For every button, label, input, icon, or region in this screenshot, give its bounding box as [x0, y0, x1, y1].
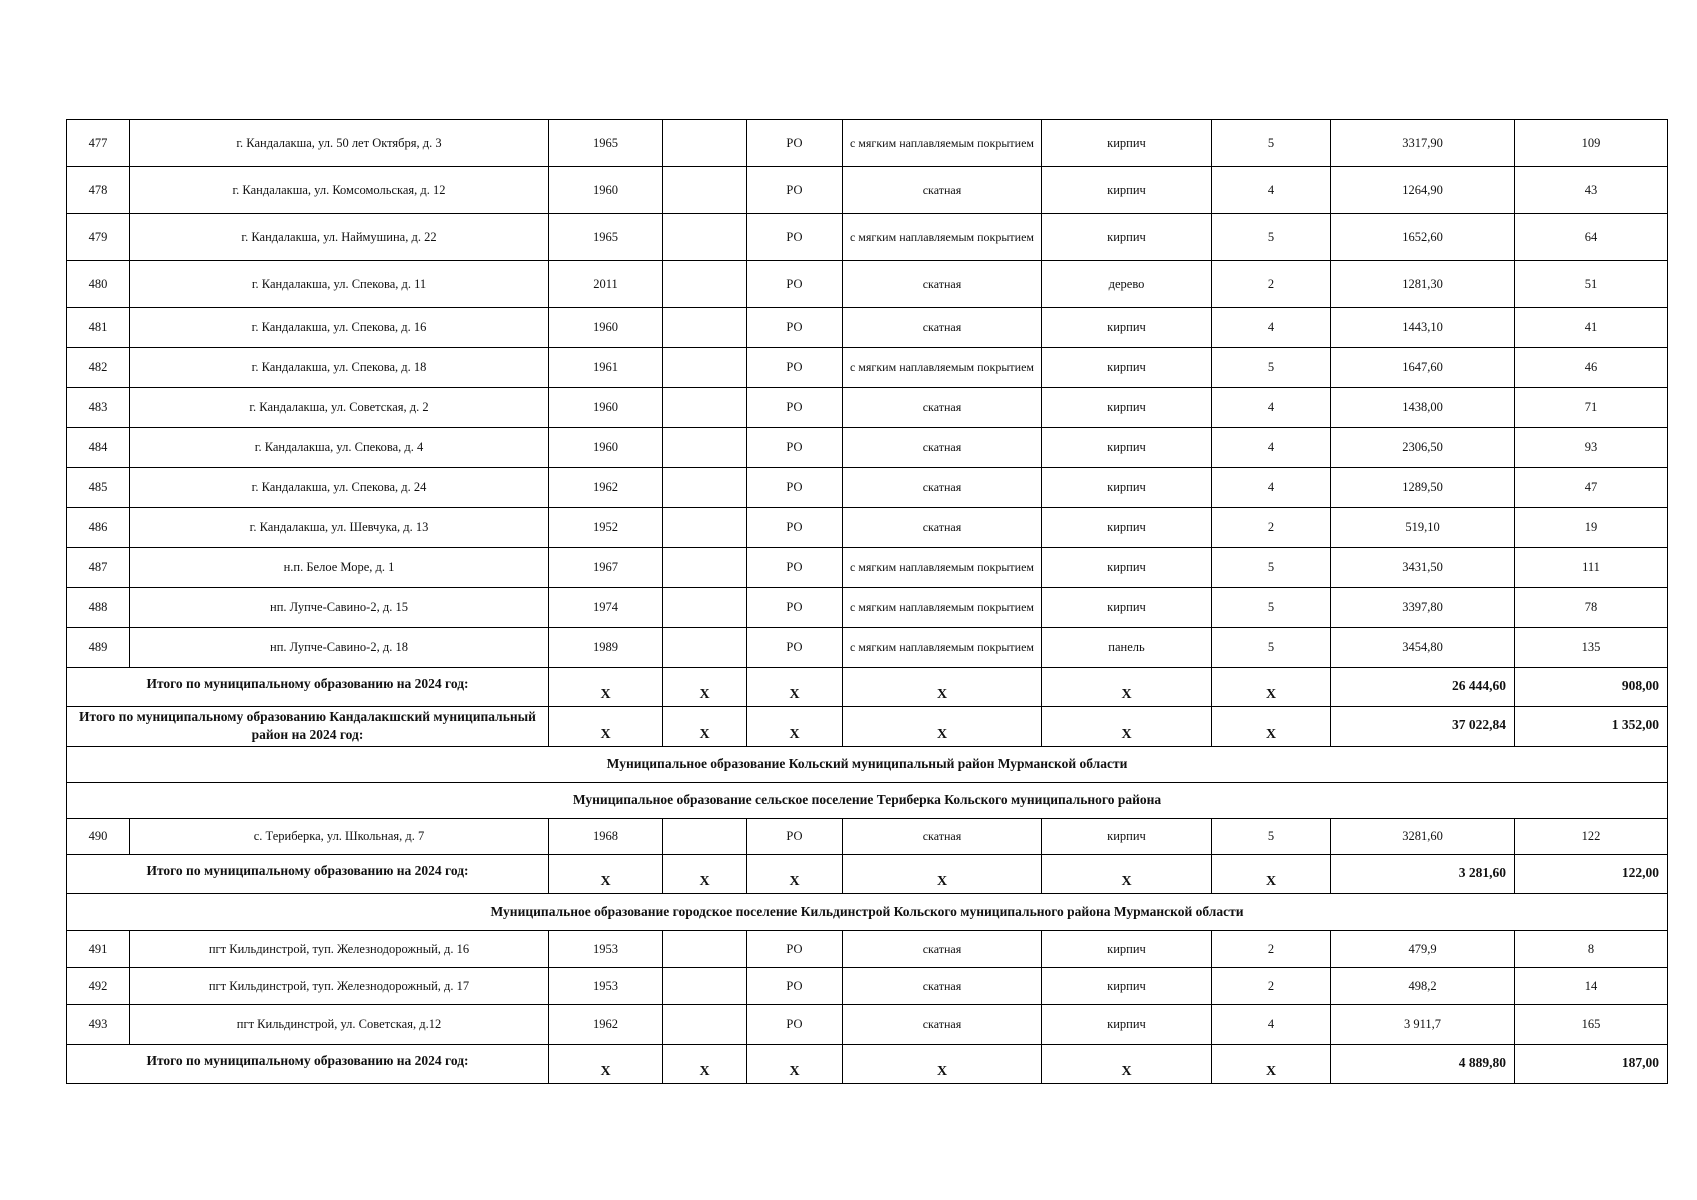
cell-fund: РО: [747, 348, 843, 388]
cell-year: 1967: [549, 548, 663, 588]
cell-people: 71: [1515, 388, 1668, 428]
cell-people: 47: [1515, 468, 1668, 508]
cell-area: 498,2: [1331, 968, 1515, 1005]
cell-roof: скатная: [843, 388, 1042, 428]
total-area: 37 022,84: [1331, 707, 1515, 747]
cell-number: 489: [67, 628, 130, 668]
cell-number: 484: [67, 428, 130, 468]
cell-people: 8: [1515, 931, 1668, 968]
cell-x-mark: X: [1212, 707, 1331, 747]
cell-floors: 4: [1212, 468, 1331, 508]
cell-x-mark: X: [663, 1045, 747, 1084]
cell-area: 1647,60: [1331, 348, 1515, 388]
cell-people: 111: [1515, 548, 1668, 588]
total-label: Итого по муниципальному образованию на 2024 год:: [67, 668, 549, 707]
cell-x-mark: X: [1212, 668, 1331, 707]
section-heading-row: [67, 783, 1668, 819]
total-area: 4 889,80: [1331, 1045, 1515, 1084]
cell-x-mark: X: [1042, 707, 1212, 747]
cell-roof: скатная: [843, 468, 1042, 508]
cell-wall: кирпич: [1042, 508, 1212, 548]
total-people: 187,00: [1515, 1045, 1668, 1084]
cell-floors: 5: [1212, 348, 1331, 388]
cell-number: 482: [67, 348, 130, 388]
cell-people: 51: [1515, 261, 1668, 308]
cell-roof: скатная: [843, 1005, 1042, 1045]
cell-empty: [663, 120, 747, 167]
cell-wall: кирпич: [1042, 548, 1212, 588]
cell-x-mark: X: [747, 1045, 843, 1084]
cell-area: 3317,90: [1331, 120, 1515, 167]
total-label: Итого по муниципальному образованию на 2024 год:: [67, 1045, 549, 1084]
cell-x-mark: X: [1042, 1045, 1212, 1084]
cell-fund: РО: [747, 548, 843, 588]
cell-floors: 2: [1212, 508, 1331, 548]
cell-number: 477: [67, 120, 130, 167]
cell-roof: с мягким наплавляемым покрытием: [843, 120, 1042, 167]
cell-year: 1960: [549, 428, 663, 468]
table-row: [67, 428, 1668, 468]
cell-year: 1974: [549, 588, 663, 628]
cell-fund: РО: [747, 968, 843, 1005]
cell-address: пгт Кильдинстрой, туп. Железнодорожный, д. 16: [130, 931, 549, 968]
cell-year: 1960: [549, 167, 663, 214]
cell-people: 41: [1515, 308, 1668, 348]
table-row: [67, 588, 1668, 628]
table-row: [67, 167, 1668, 214]
cell-year: 1989: [549, 628, 663, 668]
table-row: [67, 1005, 1668, 1045]
cell-floors: 5: [1212, 214, 1331, 261]
cell-empty: [663, 428, 747, 468]
cell-floors: 4: [1212, 428, 1331, 468]
cell-people: 78: [1515, 588, 1668, 628]
table-row: [67, 548, 1668, 588]
cell-roof: с мягким наплавляемым покрытием: [843, 588, 1042, 628]
cell-floors: 5: [1212, 588, 1331, 628]
cell-wall: дерево: [1042, 261, 1212, 308]
cell-x-mark: X: [549, 707, 663, 747]
cell-year: 2011: [549, 261, 663, 308]
cell-roof: скатная: [843, 261, 1042, 308]
table-row: [67, 931, 1668, 968]
table-row: [67, 261, 1668, 308]
cell-x-mark: X: [663, 668, 747, 707]
cell-address: г. Кандалакша, ул. Спекова, д. 18: [130, 348, 549, 388]
cell-address: г. Кандалакша, ул. 50 лет Октября, д. 3: [130, 120, 549, 167]
cell-floors: 5: [1212, 819, 1331, 855]
table-row: [67, 214, 1668, 261]
cell-wall: кирпич: [1042, 968, 1212, 1005]
cell-fund: РО: [747, 428, 843, 468]
cell-x-mark: X: [747, 707, 843, 747]
cell-number: 485: [67, 468, 130, 508]
cell-floors: 4: [1212, 167, 1331, 214]
cell-year: 1961: [549, 348, 663, 388]
cell-people: 64: [1515, 214, 1668, 261]
total-people: 1 352,00: [1515, 707, 1668, 747]
cell-floors: 2: [1212, 261, 1331, 308]
cell-x-mark: X: [663, 855, 747, 894]
total-area: 3 281,60: [1331, 855, 1515, 894]
cell-fund: РО: [747, 167, 843, 214]
cell-empty: [663, 468, 747, 508]
cell-empty: [663, 588, 747, 628]
table-row: [67, 348, 1668, 388]
cell-year: 1953: [549, 931, 663, 968]
cell-empty: [663, 261, 747, 308]
cell-address: пгт Кильдинстрой, туп. Железнодорожный, д. 17: [130, 968, 549, 1005]
cell-x-mark: X: [1042, 855, 1212, 894]
cell-empty: [663, 968, 747, 1005]
cell-roof: с мягким наплавляемым покрытием: [843, 348, 1042, 388]
cell-number: 490: [67, 819, 130, 855]
table-row: [67, 819, 1668, 855]
cell-x-mark: X: [843, 707, 1042, 747]
total-label: Итого по муниципальному образованию Кандалакшский муниципальный район на 2024 год:: [67, 707, 549, 747]
cell-year: 1965: [549, 120, 663, 167]
cell-address: г. Кандалакша, ул. Комсомольская, д. 12: [130, 167, 549, 214]
table-row: [67, 508, 1668, 548]
cell-number: 486: [67, 508, 130, 548]
cell-x-mark: X: [747, 668, 843, 707]
cell-area: 3397,80: [1331, 588, 1515, 628]
cell-number: 493: [67, 1005, 130, 1045]
table-row: [67, 468, 1668, 508]
cell-year: 1960: [549, 388, 663, 428]
cell-empty: [663, 167, 747, 214]
cell-wall: кирпич: [1042, 468, 1212, 508]
table-row: [67, 968, 1668, 1005]
cell-people: 165: [1515, 1005, 1668, 1045]
cell-fund: РО: [747, 588, 843, 628]
total-row: [67, 707, 1668, 747]
cell-people: 135: [1515, 628, 1668, 668]
cell-empty: [663, 548, 747, 588]
total-label: Итого по муниципальному образованию на 2024 год:: [67, 855, 549, 894]
cell-floors: 4: [1212, 1005, 1331, 1045]
cell-empty: [663, 508, 747, 548]
cell-roof: скатная: [843, 931, 1042, 968]
cell-fund: РО: [747, 508, 843, 548]
cell-fund: РО: [747, 388, 843, 428]
cell-address: г. Кандалакша, ул. Спекова, д. 11: [130, 261, 549, 308]
table-row: [67, 388, 1668, 428]
cell-wall: кирпич: [1042, 588, 1212, 628]
total-people: 908,00: [1515, 668, 1668, 707]
cell-wall: панель: [1042, 628, 1212, 668]
cell-number: 479: [67, 214, 130, 261]
cell-floors: 5: [1212, 628, 1331, 668]
cell-x-mark: X: [1212, 1045, 1331, 1084]
cell-year: 1968: [549, 819, 663, 855]
table-row: [67, 308, 1668, 348]
cell-area: 1443,10: [1331, 308, 1515, 348]
cell-x-mark: X: [549, 855, 663, 894]
cell-empty: [663, 308, 747, 348]
cell-empty: [663, 819, 747, 855]
total-row: [67, 855, 1668, 894]
cell-address: нп. Лупче-Савино-2, д. 18: [130, 628, 549, 668]
total-area: 26 444,60: [1331, 668, 1515, 707]
cell-roof: скатная: [843, 508, 1042, 548]
cell-number: 483: [67, 388, 130, 428]
cell-roof: скатная: [843, 428, 1042, 468]
cell-fund: РО: [747, 628, 843, 668]
cell-address: нп. Лупче-Савино-2, д. 15: [130, 588, 549, 628]
section-heading: Муниципальное образование Кольский муниципальный район Мурманской области: [67, 747, 1668, 783]
cell-fund: РО: [747, 120, 843, 167]
cell-area: 1289,50: [1331, 468, 1515, 508]
cell-year: 1952: [549, 508, 663, 548]
cell-x-mark: X: [663, 707, 747, 747]
section-heading: Муниципальное образование городское поселение Кильдинстрой Кольского муниципального района Мурманской области: [67, 894, 1668, 931]
cell-x-mark: X: [843, 855, 1042, 894]
cell-roof: с мягким наплавляемым покрытием: [843, 214, 1042, 261]
cell-address: г. Кандалакша, ул. Спекова, д. 24: [130, 468, 549, 508]
cell-people: 43: [1515, 167, 1668, 214]
cell-address: н.п. Белое Море, д. 1: [130, 548, 549, 588]
cell-people: 93: [1515, 428, 1668, 468]
cell-fund: РО: [747, 468, 843, 508]
cell-number: 491: [67, 931, 130, 968]
cell-x-mark: X: [1212, 855, 1331, 894]
cell-area: 479,9: [1331, 931, 1515, 968]
cell-floors: 4: [1212, 308, 1331, 348]
cell-wall: кирпич: [1042, 931, 1212, 968]
cell-number: 487: [67, 548, 130, 588]
cell-address: пгт Кильдинстрой, ул. Советская, д.12: [130, 1005, 549, 1045]
cell-area: 3454,80: [1331, 628, 1515, 668]
cell-wall: кирпич: [1042, 1005, 1212, 1045]
cell-number: 488: [67, 588, 130, 628]
cell-people: 109: [1515, 120, 1668, 167]
cell-number: 480: [67, 261, 130, 308]
cell-x-mark: X: [549, 1045, 663, 1084]
cell-x-mark: X: [747, 855, 843, 894]
cell-fund: РО: [747, 1005, 843, 1045]
cell-x-mark: X: [549, 668, 663, 707]
cell-area: 2306,50: [1331, 428, 1515, 468]
cell-floors: 2: [1212, 968, 1331, 1005]
cell-roof: скатная: [843, 308, 1042, 348]
cell-number: 481: [67, 308, 130, 348]
cell-number: 492: [67, 968, 130, 1005]
cell-fund: РО: [747, 819, 843, 855]
cell-roof: скатная: [843, 968, 1042, 1005]
cell-empty: [663, 214, 747, 261]
cell-empty: [663, 388, 747, 428]
cell-roof: скатная: [843, 819, 1042, 855]
cell-year: 1962: [549, 468, 663, 508]
cell-floors: 2: [1212, 931, 1331, 968]
cell-year: 1953: [549, 968, 663, 1005]
cell-wall: кирпич: [1042, 388, 1212, 428]
section-heading: Муниципальное образование сельское поселение Териберка Кольского муниципального района: [67, 783, 1668, 819]
cell-wall: кирпич: [1042, 819, 1212, 855]
cell-area: 1438,00: [1331, 388, 1515, 428]
cell-address: с. Териберка, ул. Школьная, д. 7: [130, 819, 549, 855]
cell-fund: РО: [747, 214, 843, 261]
cell-roof: с мягким наплавляемым покрытием: [843, 548, 1042, 588]
cell-address: г. Кандалакша, ул. Шевчука, д. 13: [130, 508, 549, 548]
cell-year: 1962: [549, 1005, 663, 1045]
cell-x-mark: X: [843, 1045, 1042, 1084]
cell-area: 3281,60: [1331, 819, 1515, 855]
cell-empty: [663, 931, 747, 968]
cell-year: 1960: [549, 308, 663, 348]
cell-floors: 5: [1212, 548, 1331, 588]
cell-address: г. Кандалакша, ул. Спекова, д. 16: [130, 308, 549, 348]
section-heading-row: [67, 894, 1668, 931]
cell-number: 478: [67, 167, 130, 214]
cell-area: 3431,50: [1331, 548, 1515, 588]
cell-fund: РО: [747, 261, 843, 308]
cell-wall: кирпич: [1042, 214, 1212, 261]
table-row: [67, 628, 1668, 668]
cell-area: 1264,90: [1331, 167, 1515, 214]
cell-fund: РО: [747, 308, 843, 348]
total-row: [67, 668, 1668, 707]
table-body: [67, 120, 1668, 1084]
cell-fund: РО: [747, 931, 843, 968]
total-people: 122,00: [1515, 855, 1668, 894]
cell-year: 1965: [549, 214, 663, 261]
cell-wall: кирпич: [1042, 348, 1212, 388]
cell-roof: с мягким наплавляемым покрытием: [843, 628, 1042, 668]
cell-wall: кирпич: [1042, 167, 1212, 214]
cell-address: г. Кандалакша, ул. Наймушина, д. 22: [130, 214, 549, 261]
cell-people: 19: [1515, 508, 1668, 548]
section-heading-row: [67, 747, 1668, 783]
cell-roof: скатная: [843, 167, 1042, 214]
cell-area: 1281,30: [1331, 261, 1515, 308]
table-row: [67, 120, 1668, 167]
cell-area: 519,10: [1331, 508, 1515, 548]
cell-x-mark: X: [843, 668, 1042, 707]
cell-floors: 4: [1212, 388, 1331, 428]
cell-wall: кирпич: [1042, 308, 1212, 348]
cell-floors: 5: [1212, 120, 1331, 167]
total-row: [67, 1045, 1668, 1084]
cell-area: 1652,60: [1331, 214, 1515, 261]
cell-address: г. Кандалакша, ул. Спекова, д. 4: [130, 428, 549, 468]
cell-wall: кирпич: [1042, 428, 1212, 468]
cell-area: 3 911,7: [1331, 1005, 1515, 1045]
cell-people: 122: [1515, 819, 1668, 855]
housing-register-table: [66, 119, 1668, 1084]
cell-address: г. Кандалакша, ул. Советская, д. 2: [130, 388, 549, 428]
cell-people: 46: [1515, 348, 1668, 388]
cell-wall: кирпич: [1042, 120, 1212, 167]
cell-people: 14: [1515, 968, 1668, 1005]
cell-empty: [663, 1005, 747, 1045]
cell-empty: [663, 628, 747, 668]
cell-empty: [663, 348, 747, 388]
cell-x-mark: X: [1042, 668, 1212, 707]
